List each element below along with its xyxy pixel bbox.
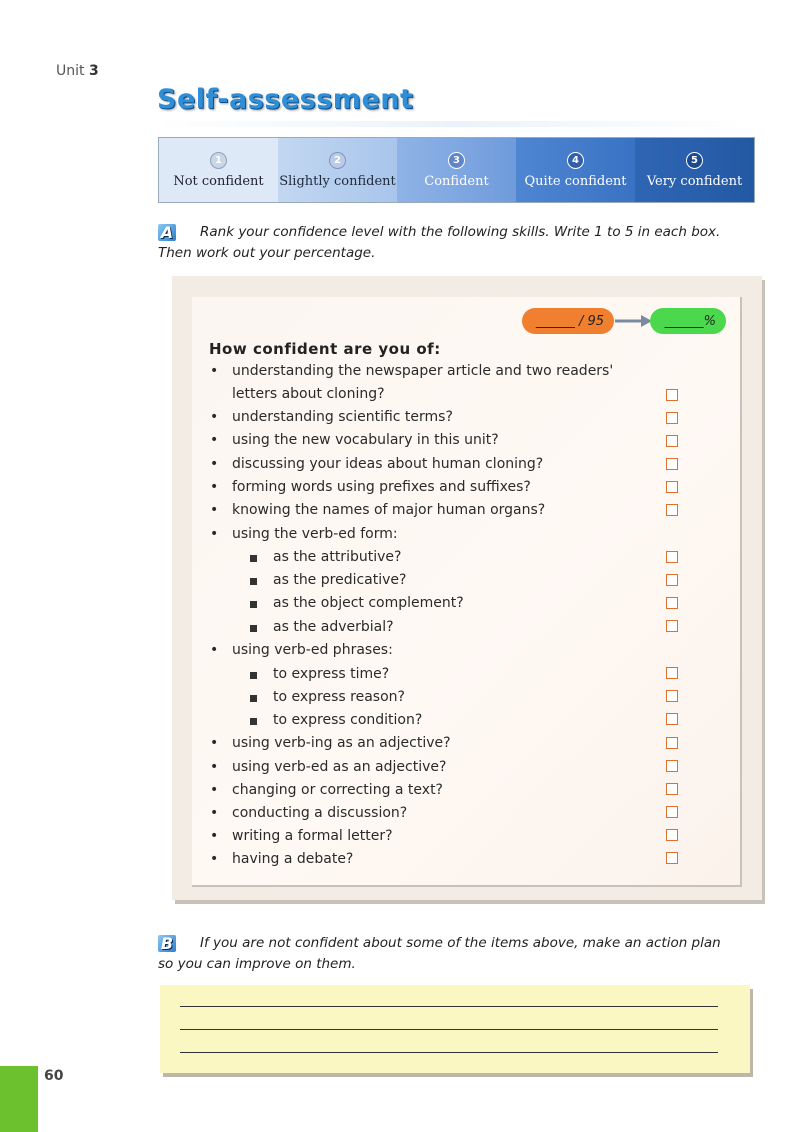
checklist-item: • writing a formal letter? — [210, 828, 393, 844]
square-bullet-icon — [250, 672, 257, 679]
rating-checkbox[interactable] — [666, 504, 678, 516]
checklist-item: • using verb-ed as an adjective? — [210, 759, 447, 775]
action-plan-line[interactable] — [180, 1029, 718, 1030]
page-tab — [0, 1066, 38, 1132]
checklist-subitem: as the adverbial? — [273, 619, 394, 635]
bullet-icon: • — [210, 502, 219, 518]
bullet-icon: • — [210, 759, 219, 775]
checklist-item-continued: letters about cloning? — [232, 386, 385, 402]
rating-checkbox[interactable] — [666, 713, 678, 725]
checklist-item: • forming words using prefixes and suffixes? — [210, 479, 531, 495]
confidence-scale — [158, 137, 755, 203]
checklist-item: • changing or correcting a text? — [210, 782, 443, 798]
checklist-group-heading: • using the verb-ed form: — [210, 526, 398, 542]
section-b-badge: B — [158, 935, 176, 952]
score-total-field[interactable]: ______ / 95 — [522, 308, 614, 334]
action-plan-line[interactable] — [180, 1052, 718, 1053]
rating-checkbox[interactable] — [666, 806, 678, 818]
checklist-item: • knowing the names of major human organs? — [210, 502, 546, 518]
section-b-instruction: If you are not confident about some of the items above, make an action plan so you can improve on them. — [158, 935, 721, 972]
bullet-icon: • — [210, 735, 219, 751]
rating-checkbox[interactable] — [666, 412, 678, 424]
square-bullet-icon — [250, 625, 257, 632]
unit-label — [56, 63, 99, 79]
rating-checkbox[interactable] — [666, 690, 678, 702]
scale-item-2 — [278, 138, 397, 202]
square-bullet-icon — [250, 578, 257, 585]
scale-number-5: 5 — [686, 152, 703, 169]
checklist-item: • using verb-ing as an adjective? — [210, 735, 451, 751]
rating-checkbox[interactable] — [666, 458, 678, 470]
checklist-item: • having a debate? — [210, 851, 354, 867]
square-bullet-icon — [250, 555, 257, 562]
bullet-icon: • — [210, 782, 219, 798]
section-a-instruction: Rank your confidence level with the following skills. Write 1 to 5 in each box. Then work out your percentage. — [158, 224, 721, 261]
rating-checkbox[interactable] — [666, 620, 678, 632]
rating-checkbox[interactable] — [666, 760, 678, 772]
checklist-item: • discussing your ideas about human cloning? — [210, 456, 544, 472]
rating-checkbox[interactable] — [666, 597, 678, 609]
checklist-group-heading: • using verb-ed phrases: — [210, 642, 393, 658]
scale-number-2: 2 — [329, 152, 346, 169]
checklist-item: • conducting a discussion? — [210, 805, 408, 821]
square-bullet-icon — [250, 601, 257, 608]
rating-checkbox[interactable] — [666, 481, 678, 493]
bullet-icon: • — [210, 828, 219, 844]
bullet-icon: • — [210, 456, 219, 472]
bullet-icon: • — [210, 409, 219, 425]
scale-item-3 — [397, 138, 516, 202]
scale-item-4 — [516, 138, 635, 202]
scale-label-4: Quite confident — [524, 173, 627, 189]
checklist-subitem: to express time? — [273, 666, 389, 682]
arrow-right-icon — [613, 314, 653, 328]
scale-item-5 — [635, 138, 754, 202]
checklist-subitem: as the attributive? — [273, 549, 401, 565]
rating-checkbox[interactable] — [666, 667, 678, 679]
section-a-badge: A — [158, 224, 176, 241]
bullet-icon: • — [210, 526, 219, 542]
checklist-item: • using the new vocabulary in this unit? — [210, 432, 499, 448]
rating-checkbox[interactable] — [666, 389, 678, 401]
scale-number-3: 3 — [448, 152, 465, 169]
rating-checkbox[interactable] — [666, 829, 678, 841]
title-underline — [155, 121, 753, 127]
scale-label-1: Not confident — [173, 173, 264, 189]
action-plan-line[interactable] — [180, 1006, 718, 1007]
page-title: Self-assessment — [157, 84, 414, 115]
bullet-icon: • — [210, 363, 219, 379]
scale-number-4: 4 — [567, 152, 584, 169]
score-percent-field[interactable]: ______% — [650, 308, 726, 334]
rating-checkbox[interactable] — [666, 783, 678, 795]
checklist-heading: How confident are you of: — [209, 340, 441, 358]
section-b-instruction-block — [158, 933, 738, 975]
bullet-icon: • — [210, 479, 219, 495]
square-bullet-icon — [250, 718, 257, 725]
checklist-item: • understanding scientific terms? — [210, 409, 453, 425]
checklist-subitem: to express condition? — [273, 712, 422, 728]
scale-label-2: Slightly confident — [279, 173, 396, 189]
rating-checkbox[interactable] — [666, 551, 678, 563]
unit-word: Unit — [56, 63, 85, 79]
page-number: 60 — [44, 1068, 64, 1084]
rating-checkbox[interactable] — [666, 852, 678, 864]
scale-label-3: Confident — [424, 173, 489, 189]
rating-checkbox[interactable] — [666, 435, 678, 447]
scale-number-1: 1 — [210, 152, 227, 169]
rating-checkbox[interactable] — [666, 737, 678, 749]
bullet-icon: • — [210, 851, 219, 867]
bullet-icon: • — [210, 432, 219, 448]
square-bullet-icon — [250, 695, 257, 702]
scale-item-1 — [159, 138, 278, 202]
checklist-subitem: to express reason? — [273, 689, 405, 705]
unit-number: 3 — [88, 63, 99, 79]
bullet-icon: • — [210, 805, 219, 821]
rating-checkbox[interactable] — [666, 574, 678, 586]
checklist-item: • understanding the newspaper article and two readers' — [210, 363, 614, 379]
checklist-subitem: as the predicative? — [273, 572, 406, 588]
checklist-subitem: as the object complement? — [273, 595, 464, 611]
scale-label-5: Very confident — [646, 173, 743, 189]
section-a-instruction-block — [158, 222, 738, 264]
bullet-icon: • — [210, 642, 219, 658]
